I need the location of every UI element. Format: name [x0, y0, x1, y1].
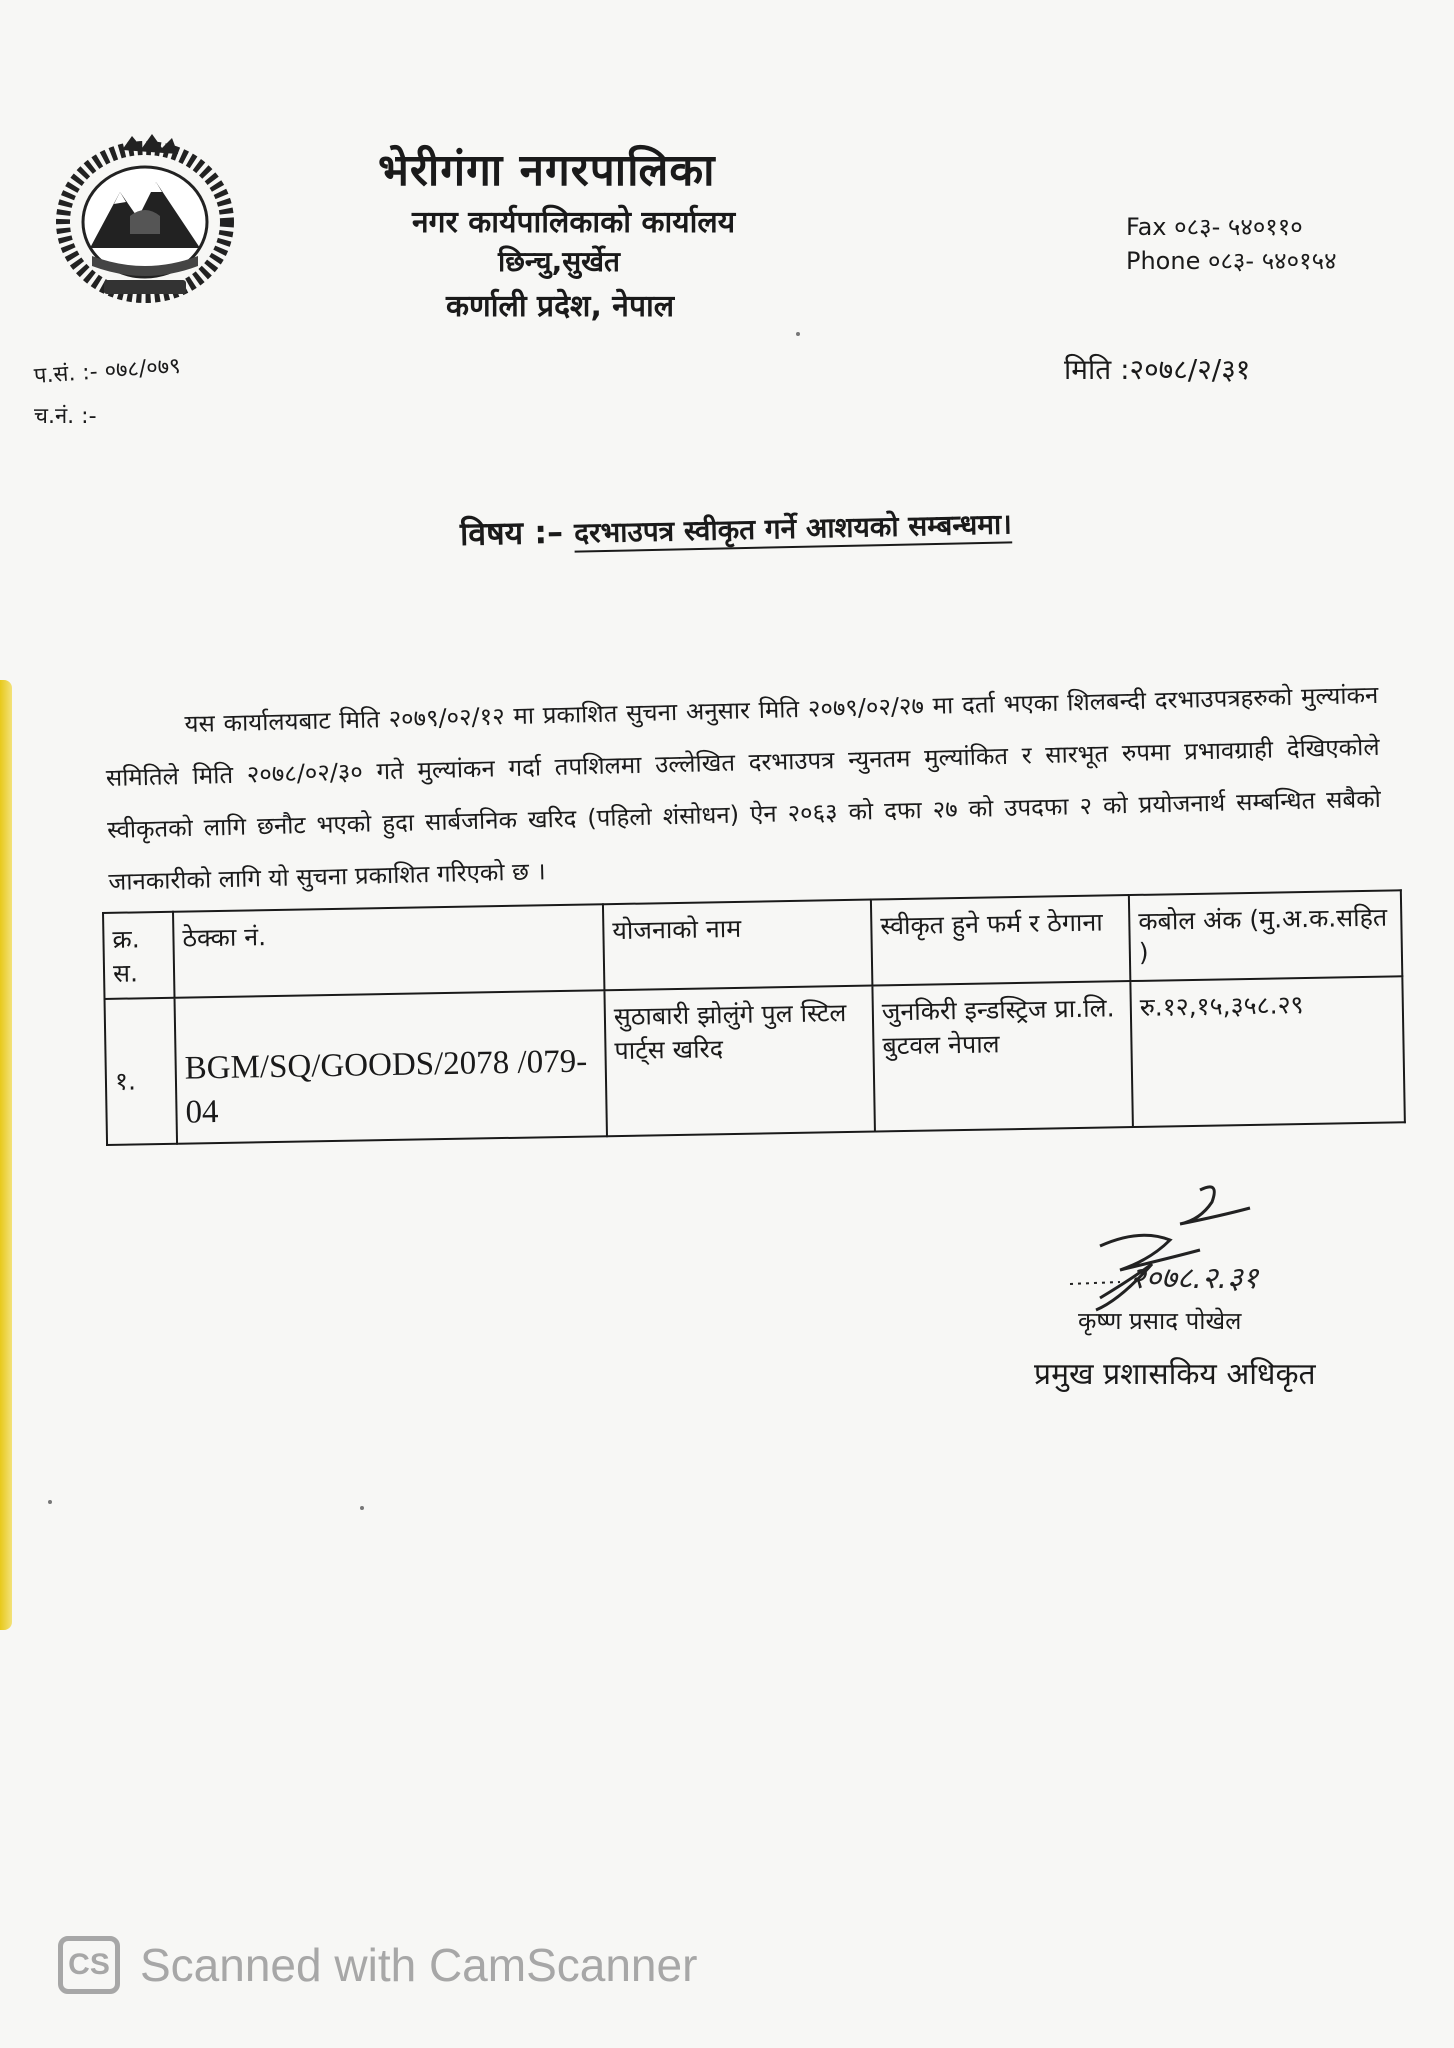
office-name: नगर कार्यपालिकाको कार्यालय [412, 205, 736, 240]
office-location: छिन्चु,सुर्खेत [498, 245, 620, 278]
cell-firm: जुनकिरी इन्डस्ट्रिज प्रा.लि. बुटवल नेपाल [872, 981, 1133, 1131]
watermark-text: Scanned with CamScanner [140, 1939, 698, 1991]
camscanner-watermark [58, 1932, 697, 1998]
cell-project: सुठाबारी झोलुंगे पुल स्टिल पार्ट्स खरिद [604, 986, 875, 1137]
letter-number: प.सं. :- ०७८/०७९ [33, 353, 182, 389]
col-header-sn: क्र. स. [103, 912, 174, 999]
signer-name: कृष्ण प्रसाद पोखेल [1078, 1307, 1242, 1335]
col-header-amount: कबोल अंक (मु.अ.क.सहित ) [1129, 890, 1402, 981]
signer-title: प्रमुख प्रशासकिय अधिकृत [1034, 1357, 1316, 1392]
notice-body: यस कार्यालयबाट मिति २०७९/०२/१२ मा प्रकाशित सुचना अनुसार मिति २०७९/०२/२७ मा दर्ता भएका शिलबन्दी दरभाउपत्रहरुको मुल्यांकन समितिले मिति २०७८/०२/३० गते मुल्यांकन गर्दा तपशिलमा उल्लेखित दरभाउपत्र न्युनतम मुल्यांकित र सारभूत रुपमा प्रभावग्राही देखिएकोले स्वीकृतको लागि छनौट भएको हुदा सार्बजनिक खरिद (पहिलो शंसोधन) ऐन २०६३ को दफा २७ को उपदफा २ को प्रयोजनार्थ सम्बन्धित सबैको जानकारीको लागि यो सुचना प्रकाशित गरिएको छ । [105, 680, 1382, 896]
col-header-contract-no: ठेक्का नं. [173, 904, 604, 997]
phone-number: Phone ०८३- ५४०१५४ [1126, 247, 1337, 275]
municipality-name: भेरीगंगा नगरपालिका [378, 145, 716, 196]
subject-label: विषय :– [459, 512, 564, 553]
scan-speck [360, 1506, 364, 1510]
tender-table [102, 889, 1406, 1146]
scan-speck [48, 1500, 52, 1504]
fax-number: Fax ०८३- ५४०११० [1126, 213, 1303, 241]
signature-date-scrawl: २०७८.२.३१ [1130, 1261, 1259, 1296]
subject-text: दरभाउपत्र स्वीकृत गर्ने आशयको सम्बन्धमा। [573, 507, 1013, 550]
scan-speck [796, 332, 800, 336]
province-country: कर्णाली प्रदेश, नेपाल [446, 289, 675, 324]
dispatch-number: च.नं. :- [34, 404, 97, 429]
letter-date: मिति :२०७८/२/३१ [1064, 353, 1251, 386]
cell-contract-no: BGM/SQ/GOODS/2078 /079-04 [175, 990, 607, 1143]
cell-amount: रु.१२,१५,३५८.२९ [1130, 976, 1405, 1127]
col-header-project: योजनाको नाम [603, 900, 872, 991]
cell-sn: १. [105, 998, 178, 1145]
col-header-firm: स्वीकृत हुने फर्म र ठेगाना [871, 895, 1130, 985]
nepal-emblem-logo [52, 130, 238, 308]
subject-line [460, 500, 1013, 555]
table-row [105, 976, 1405, 1145]
camscanner-logo: CS [58, 1936, 120, 1994]
page-edge-highlight [0, 680, 12, 1630]
